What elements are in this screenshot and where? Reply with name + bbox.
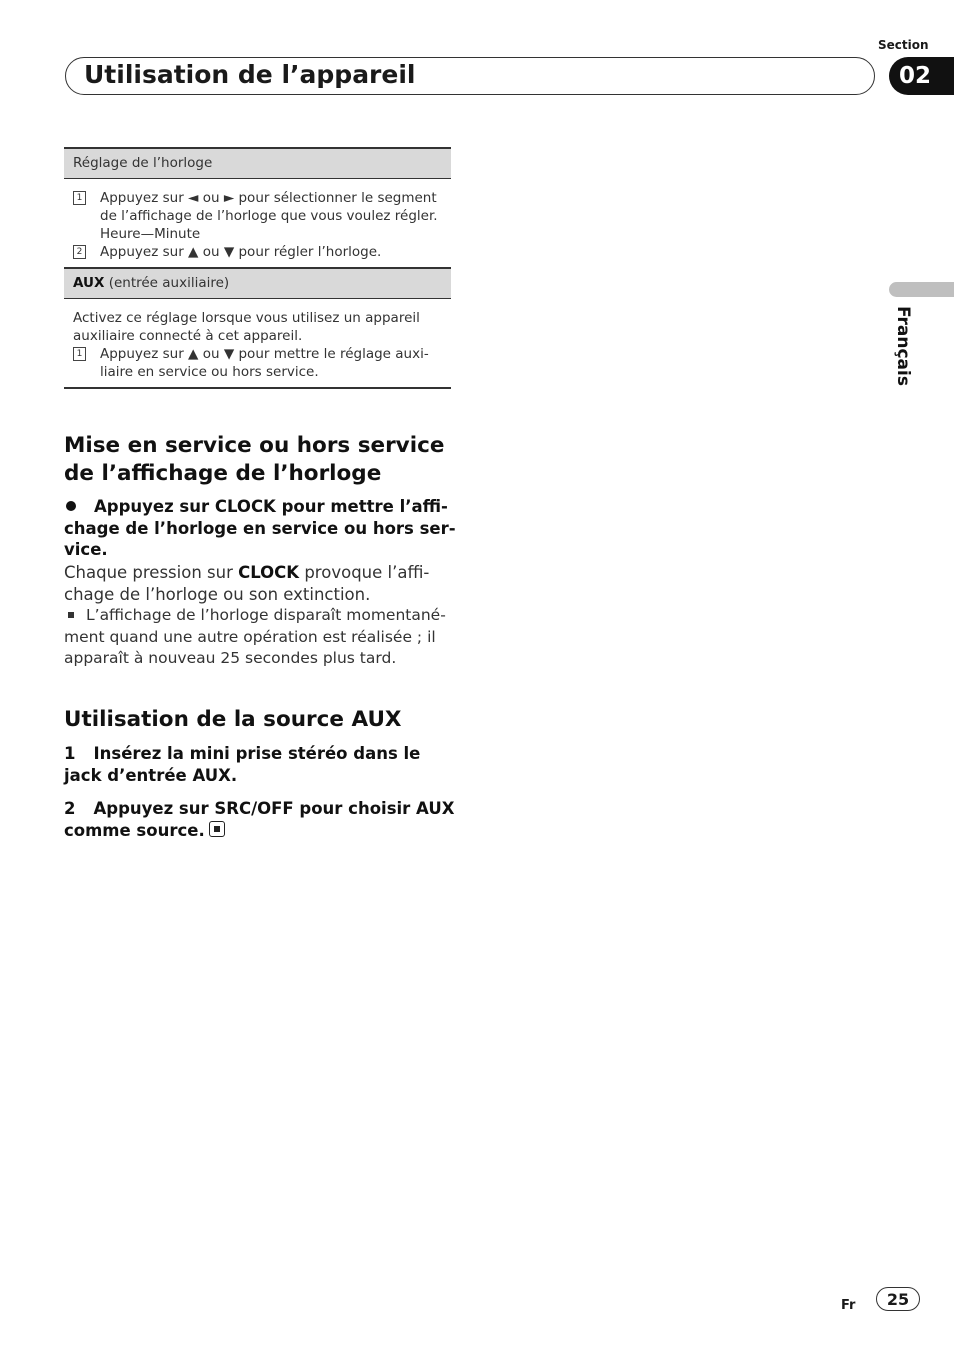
- aux-intro: Activez ce réglage lorsque vous utilisez un appareil auxiliaire connecté à cet appareil.: [73, 310, 420, 344]
- clock-desc-post: provoque l’affi-chage de l’horloge ou son extinction.: [64, 563, 430, 604]
- clock-instruction-text: Appuyez sur CLOCK pour mettre l’affi-chage de l’horloge en service ou hors ser-vice.: [64, 497, 456, 559]
- section-number-badge: 02: [889, 57, 954, 95]
- clock-section-heading: Mise en service ou hors service de l’affichage de l’horloge: [64, 433, 445, 486]
- clock-note-text: L’affichage de l’horloge disparaît momentané-ment quand une autre opération est réalisée ; il apparaît à nouveau 25 secondes plus tard.: [64, 606, 446, 667]
- step-number-box: 2: [73, 245, 86, 259]
- step-text: Appuyez sur ◄ ou ► pour sélectionner le segment de l’affichage de l’horloge que vous voulez régler. Heure—Minute: [100, 190, 438, 242]
- table-step: [73, 243, 442, 261]
- page-title: Utilisation de l’appareil: [84, 60, 416, 89]
- aux-step-1: [64, 743, 456, 786]
- clock-desc-pre: Chaque pression sur: [64, 563, 239, 582]
- bullet-dot-icon: [66, 501, 76, 511]
- aux-step-2: [64, 798, 456, 841]
- clock-description: [64, 562, 444, 605]
- table-step: [73, 345, 442, 381]
- note-square-icon: [68, 612, 74, 618]
- clock-desc-bold: CLOCK: [238, 563, 300, 582]
- step-number-box: 1: [73, 191, 86, 205]
- settings-table: [64, 147, 451, 389]
- language-tab-bar: [889, 282, 954, 297]
- footer-language-code: Fr: [841, 1298, 856, 1313]
- aux-step-text: Insérez la mini prise stéréo dans le jack d’entrée AUX.: [64, 744, 421, 785]
- aux-label: AUX: [73, 275, 105, 291]
- aux-step-number: 1: [64, 744, 76, 763]
- aux-step-text: Appuyez sur SRC/OFF pour choisir AUX comme source.: [64, 799, 455, 840]
- table-header-aux: [64, 267, 451, 299]
- step-number-box: 1: [73, 347, 86, 361]
- step-text: Appuyez sur ▲ ou ▼ pour mettre le réglage auxi-liaire en service ou hors service.: [100, 346, 429, 380]
- aux-section-heading: Utilisation de la source AUX: [64, 707, 402, 732]
- aux-label-desc: (entrée auxiliaire): [104, 275, 230, 291]
- page-number: 25: [876, 1287, 920, 1311]
- table-body-clock: [64, 179, 451, 267]
- step-text: Appuyez sur ▲ ou ▼ pour régler l’horloge.: [100, 244, 382, 260]
- table-body-aux: [64, 299, 451, 389]
- end-of-section-icon: [209, 821, 225, 837]
- table-header-clock: Réglage de l’horloge: [64, 147, 451, 179]
- clock-note: [64, 605, 456, 670]
- aux-step-number: 2: [64, 799, 76, 818]
- table-step: [73, 189, 442, 243]
- clock-instruction: [64, 496, 456, 561]
- section-label: Section: [878, 38, 929, 52]
- language-tab-label: Français: [893, 306, 913, 386]
